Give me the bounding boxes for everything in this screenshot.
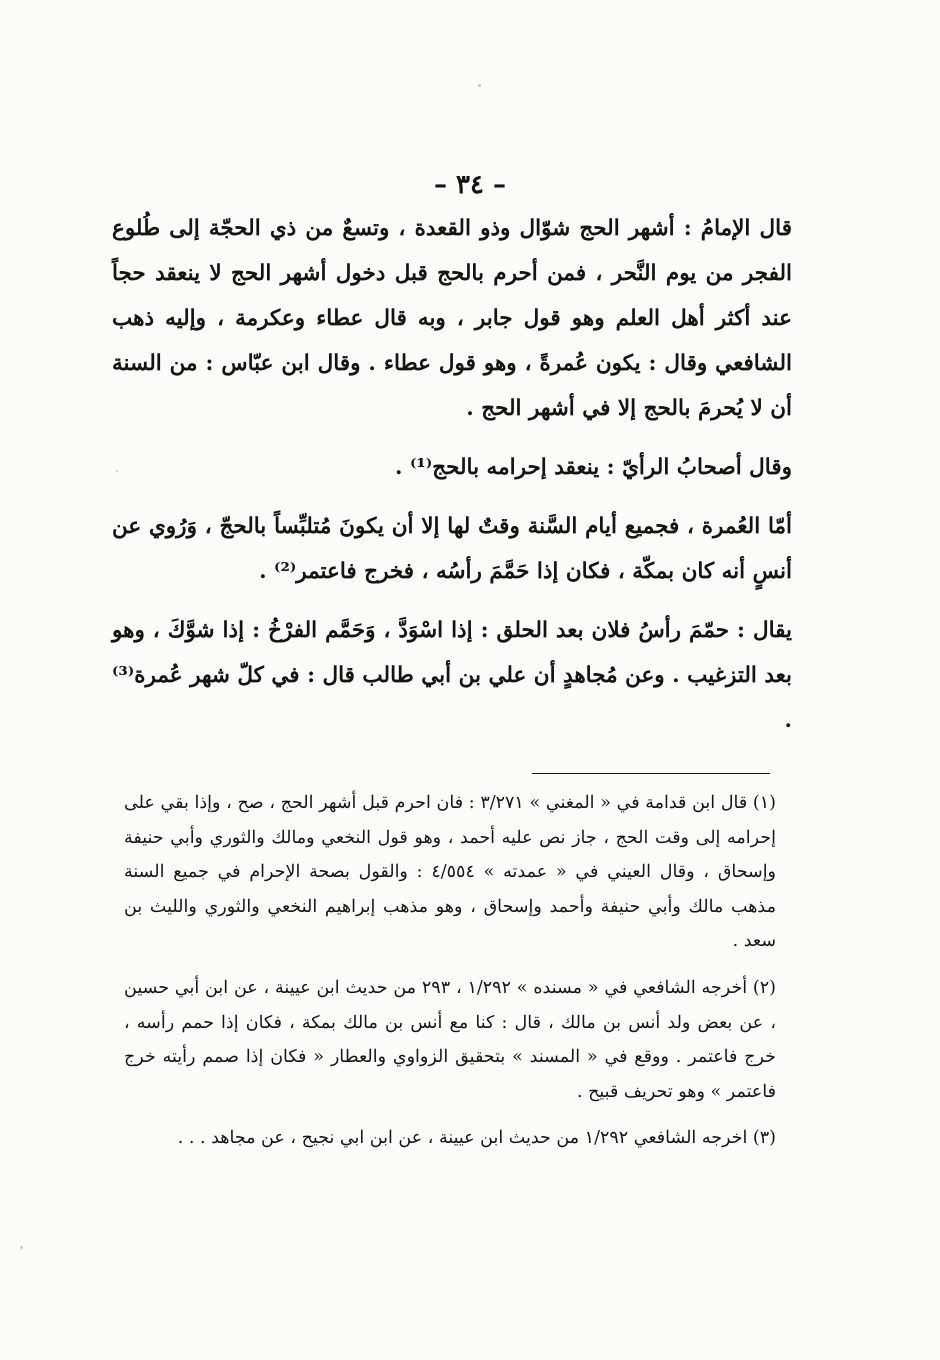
paragraph-people-of-opinion: وقال أصحابُ الرأيّ : ينعقد إحرامه بالحج⁽¹⁾ . (395, 455, 792, 480)
footnote-1: (١) قال ابن قدامة في « المغني » ٣/٢٧١ : فان احرم قبل أشهر الحج ، صح ، وإذا بقي على إحرامه إلى وقت الحج ، جاز نص عليه أحمد ، وهو قول النخعي ومالك والثوري وأبي حنيفة وإسحاق ، وقال العيني في « عمدته » ٤/٥٥٤ : والقول بصحة الإحرام في جميع السنة مذهب مالك وأبي حنيفة وأحمد وإسحاق ، وهو مذهب إبراهيم النخعي والثوري والليث بن سعد . (124, 793, 777, 952)
paragraph-umrah: أمّا العُمرة ، فجميع أيام السَّنة وقتٌ لها إلا أن يكونَ مُتلبِّساً بالحجّ ، وَرُوي عن أنسٍ أنه كان بمكّة ، فكان إذا حَمَّمَ رأسُه ، فخرج فاعتمر⁽²⁾ . (112, 514, 792, 584)
scan-speck (478, 84, 481, 87)
main-text (112, 206, 792, 757)
footnote-divider (532, 773, 770, 774)
footnote-3: (٣) اخرجه الشافعي ١/٢٩٢ من حديث ابن عيينة ، عن ابن ابي نجيح ، عن مجاهد . . . (177, 1128, 776, 1149)
paragraph-hammama-meaning: يقال : حمّمَ رأسُ فلان بعد الحلق : إذا اسْوَدَّ ، وَحَمَّم الفرْخُ : إذا شوَّكَ ، وهو بعد التزغيب . وعن مُجاهدٍ أن علي بن أبي طالب قال : في كلّ شهر عُمرة⁽³⁾ . (112, 618, 792, 733)
paragraph-months-of-hajj: قال الإمامُ : أشهر الحج شوّال وذو القعدة ، وتسعٌ من ذي الحجّة إلى طُلوع الفجر من يوم النَّحر ، فمن أحرم بالحج قبل دخول أشهر الحج لا ينعقد حجاً عند أكثر أهل العلم وهو قول جابر ، وبه قال عطاء وعكرمة ، وإليه ذهب الشافعي وقال : يكون عُمرةً ، وهو قول عطاء . وقال ابن عبّاس : من السنة أن لا يُحرمَ بالحج إلا في أشهر الحج . (112, 216, 792, 421)
scan-speck (20, 1246, 23, 1249)
page-number: – ٣٤ – (433, 170, 507, 200)
footnote-2: (٢) أخرجه الشافعي في « مسنده » ١/٢٩٢ ، ٢٩٣ من حديث ابن عيينة ، عن ابن أبي حسين ، عن بعض ولد أنس بن مالك ، قال : كنا مع أنس بن مالك بمكة ، فكان إذا حمم رأسه ، خرج فاعتمر . ووقع في « المسند » بتحقيق الزواوي والعطار « فكان إذا صمم رأيته خرج فاعتمر » وهو تحريف قبيح . (124, 977, 776, 1102)
footnotes-section (124, 786, 776, 1168)
scan-speck (116, 470, 118, 472)
